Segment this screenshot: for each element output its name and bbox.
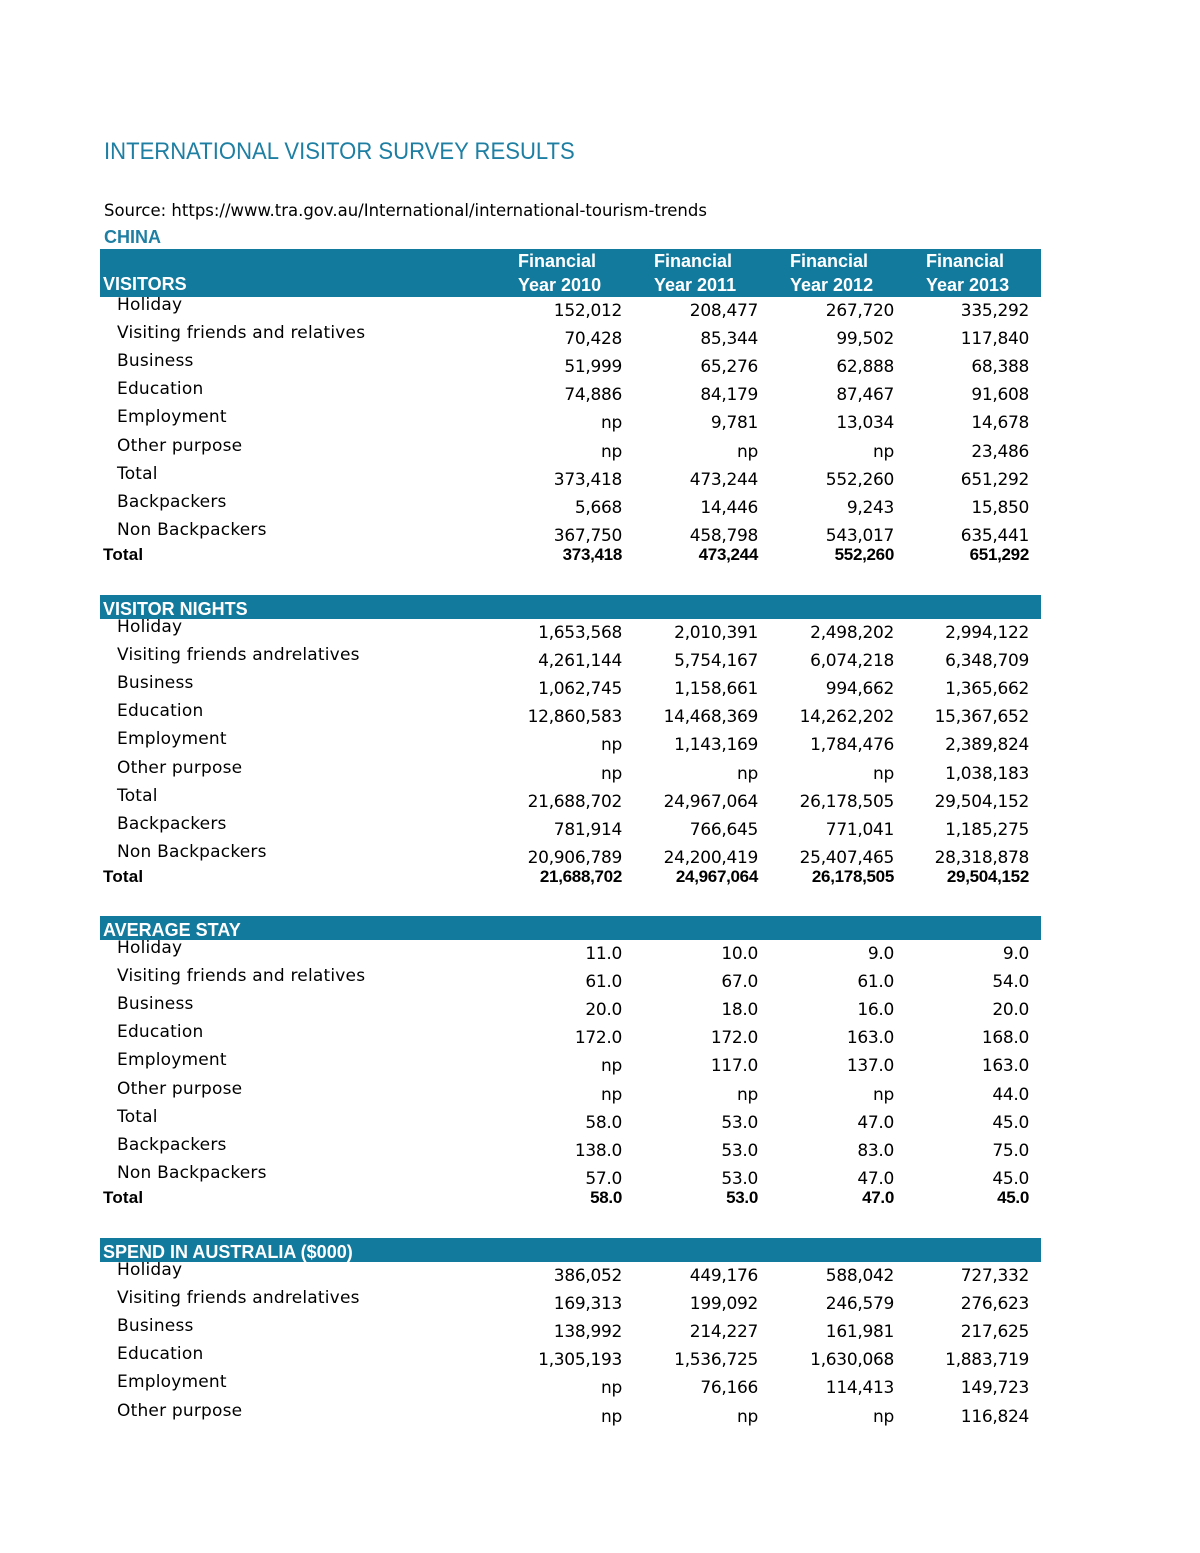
value-cell: 9,781 <box>710 413 758 434</box>
column-header-line2: Year 2010 <box>518 275 602 295</box>
table-row <box>100 295 1041 323</box>
value-cell: 386,052 <box>553 1266 622 1286</box>
value-cell: 6,074,218 <box>810 651 894 672</box>
value-cell: 163.0 <box>981 1056 1029 1077</box>
row-label: Non Backpackers <box>117 841 267 862</box>
section-header <box>100 916 1041 940</box>
total-row <box>100 865 1041 893</box>
value-cell: 367,750 <box>553 525 622 546</box>
value-cell: 84,179 <box>700 385 758 406</box>
total-value-cell: 373,418 <box>562 544 622 564</box>
column-header <box>926 249 1036 297</box>
value-cell: 588,042 <box>825 1266 894 1286</box>
value-cell: 766,645 <box>689 819 758 840</box>
value-cell: np <box>873 763 894 784</box>
source-line: Source: https://www.tra.gov.au/International/international-tourism-trends <box>104 201 707 221</box>
value-cell: 21,688,702 <box>527 791 622 812</box>
column-header-line1: Financial <box>790 251 869 271</box>
value-cell: 149,723 <box>960 1378 1029 1399</box>
value-cell: 75.0 <box>992 1140 1029 1161</box>
value-cell: 138.0 <box>574 1140 622 1161</box>
value-cell: 5,754,167 <box>674 651 758 672</box>
value-cell: 2,498,202 <box>810 623 894 643</box>
value-cell: 217,625 <box>960 1322 1029 1343</box>
table-row <box>100 436 1041 464</box>
value-cell: 208,477 <box>689 301 758 321</box>
table-row <box>100 379 1041 407</box>
value-cell: 172.0 <box>710 1028 758 1049</box>
value-cell: 1,536,725 <box>674 1350 758 1371</box>
row-label: Holiday <box>117 1260 183 1280</box>
total-label: Total <box>103 1187 144 1207</box>
table-row <box>100 1079 1041 1107</box>
value-cell: 51,999 <box>564 357 622 378</box>
row-label: Business <box>117 1316 194 1337</box>
value-cell: 11.0 <box>585 944 622 964</box>
value-cell: 1,365,662 <box>945 679 1029 700</box>
value-cell: 114,413 <box>825 1378 894 1399</box>
value-cell: 335,292 <box>960 301 1029 321</box>
total-value-cell: 58.0 <box>590 1187 622 1207</box>
value-cell: 14,468,369 <box>663 707 758 728</box>
section-heading: SPEND IN AUSTRALIA ($000) <box>103 1242 353 1262</box>
column-header-line2: Year 2013 <box>926 275 1010 295</box>
value-cell: 23,486 <box>971 441 1029 462</box>
value-cell: 1,784,476 <box>810 735 894 756</box>
total-label: Total <box>103 544 144 564</box>
total-value-cell: 21,688,702 <box>539 866 622 886</box>
total-value-cell: 45.0 <box>997 1187 1029 1207</box>
column-header-line1: Financial <box>518 251 597 271</box>
table-row <box>100 1288 1041 1316</box>
value-cell: np <box>601 1406 622 1427</box>
table-row <box>100 351 1041 379</box>
row-label: Employment <box>117 407 227 428</box>
value-cell: 25,407,465 <box>799 847 894 868</box>
row-label: Other purpose <box>117 1400 243 1421</box>
value-cell: 1,143,169 <box>674 735 758 756</box>
row-label: Visiting friends and relatives <box>117 323 366 344</box>
value-cell: 1,062,745 <box>538 679 622 700</box>
total-value-cell: 47.0 <box>862 1187 894 1207</box>
value-cell: 20,906,789 <box>527 847 622 868</box>
value-cell: 24,200,419 <box>663 847 758 868</box>
total-value-cell: 29,504,152 <box>946 866 1029 886</box>
value-cell: 45.0 <box>992 1112 1029 1133</box>
row-label: Backpackers <box>117 1134 227 1155</box>
table-row <box>100 938 1041 966</box>
column-header-line2: Year 2011 <box>654 275 737 295</box>
value-cell: 449,176 <box>689 1266 758 1286</box>
value-cell: 53.0 <box>721 1140 758 1161</box>
value-cell: np <box>737 1406 758 1427</box>
table-row <box>100 1135 1041 1163</box>
total-value-cell: 24,967,064 <box>675 866 758 886</box>
value-cell: 57.0 <box>585 1168 622 1189</box>
value-cell: 994,662 <box>825 679 894 700</box>
value-cell: 2,994,122 <box>945 623 1029 643</box>
value-cell: 15,367,652 <box>934 707 1029 728</box>
section-heading: VISITORS <box>103 274 187 294</box>
value-cell: 1,038,183 <box>945 763 1029 784</box>
value-cell: np <box>601 735 622 756</box>
row-label: Total <box>117 785 158 806</box>
total-label: Total <box>103 866 144 886</box>
value-cell: 28,318,878 <box>934 847 1029 868</box>
row-label: Holiday <box>117 295 183 315</box>
row-label: Education <box>117 701 204 722</box>
table-row <box>100 1372 1041 1400</box>
value-cell: 87,467 <box>836 385 894 406</box>
row-label: Other purpose <box>117 757 243 778</box>
value-cell: 373,418 <box>553 469 622 490</box>
value-cell: 4,261,144 <box>538 651 622 672</box>
table-row <box>100 701 1041 729</box>
column-header <box>518 249 628 297</box>
value-cell: 45.0 <box>992 1168 1029 1189</box>
table-row <box>100 1401 1041 1429</box>
value-cell: 20.0 <box>585 1000 622 1021</box>
value-cell: 169,313 <box>553 1294 622 1315</box>
value-cell: 267,720 <box>825 301 894 321</box>
row-label: Education <box>117 1022 204 1043</box>
value-cell: 47.0 <box>857 1112 894 1133</box>
row-label: Employment <box>117 1372 227 1393</box>
table-row <box>100 323 1041 351</box>
value-cell: np <box>873 1406 894 1427</box>
value-cell: 58.0 <box>585 1112 622 1133</box>
section-header <box>100 249 1041 297</box>
value-cell: 24,967,064 <box>663 791 758 812</box>
value-cell: 172.0 <box>574 1028 622 1049</box>
value-cell: 138,992 <box>553 1322 622 1343</box>
value-cell: np <box>737 763 758 784</box>
section-header <box>100 595 1041 619</box>
column-header-line1: Financial <box>654 251 733 271</box>
section-heading: AVERAGE STAY <box>103 920 241 940</box>
table-row <box>100 1022 1041 1050</box>
row-label: Other purpose <box>117 1078 243 1099</box>
value-cell: 14,262,202 <box>799 707 894 728</box>
table-row <box>100 1316 1041 1344</box>
total-value-cell: 473,244 <box>698 544 758 564</box>
value-cell: 83.0 <box>857 1140 894 1161</box>
table-row <box>100 617 1041 645</box>
row-label: Business <box>117 351 194 372</box>
value-cell: 67.0 <box>721 972 758 993</box>
column-header <box>790 249 900 297</box>
row-label: Holiday <box>117 617 183 637</box>
value-cell: 68,388 <box>971 357 1029 378</box>
value-cell: 18.0 <box>721 1000 758 1021</box>
value-cell: 1,630,068 <box>810 1350 894 1371</box>
column-header <box>654 249 764 297</box>
value-cell: 9.0 <box>1002 944 1029 964</box>
row-label: Employment <box>117 729 227 750</box>
value-cell: 15,850 <box>971 497 1029 518</box>
row-label: Education <box>117 379 204 400</box>
value-cell: np <box>873 1084 894 1105</box>
country-label: CHINA <box>104 227 161 247</box>
table-row <box>100 464 1041 492</box>
value-cell: 70,428 <box>564 329 622 350</box>
value-cell: 543,017 <box>825 525 894 546</box>
value-cell: 117.0 <box>710 1056 758 1077</box>
value-cell: np <box>601 441 622 462</box>
total-row <box>100 1186 1041 1214</box>
value-cell: 199,092 <box>689 1294 758 1315</box>
row-label: Business <box>117 994 194 1015</box>
value-cell: 65,276 <box>700 357 758 378</box>
value-cell: 44.0 <box>992 1084 1029 1105</box>
row-label: Holiday <box>117 938 183 958</box>
row-label: Business <box>117 673 194 694</box>
value-cell: np <box>601 413 622 434</box>
row-label: Employment <box>117 1050 227 1071</box>
value-cell: 29,504,152 <box>934 791 1029 812</box>
value-cell: 635,441 <box>960 525 1029 546</box>
table-row <box>100 786 1041 814</box>
total-value-cell: 26,178,505 <box>811 866 894 886</box>
row-label: Visiting friends and relatives <box>117 966 366 987</box>
value-cell: 1,883,719 <box>945 1350 1029 1371</box>
total-value-cell: 552,260 <box>834 544 894 564</box>
value-cell: 161,981 <box>825 1322 894 1343</box>
section-header <box>100 1238 1041 1262</box>
value-cell: 214,227 <box>689 1322 758 1343</box>
table-row <box>100 729 1041 757</box>
value-cell: 246,579 <box>825 1294 894 1315</box>
total-value-cell: 53.0 <box>726 1187 758 1207</box>
section-heading: VISITOR NIGHTS <box>103 599 248 619</box>
value-cell: 9.0 <box>867 944 894 964</box>
value-cell: 163.0 <box>846 1028 894 1049</box>
value-cell: 1,305,193 <box>538 1350 622 1371</box>
row-label: Education <box>117 1344 204 1365</box>
table-row <box>100 966 1041 994</box>
value-cell: 116,824 <box>960 1406 1029 1427</box>
table-row <box>100 1260 1041 1288</box>
total-row <box>100 543 1041 571</box>
value-cell: 1,158,661 <box>674 679 758 700</box>
value-cell: 26,178,505 <box>799 791 894 812</box>
value-cell: 276,623 <box>960 1294 1029 1315</box>
value-cell: 9,243 <box>846 497 894 518</box>
value-cell: 14,446 <box>700 497 758 518</box>
value-cell: 552,260 <box>825 469 894 490</box>
value-cell: 10.0 <box>721 944 758 964</box>
value-cell: 651,292 <box>960 469 1029 490</box>
column-header-line1: Financial <box>926 251 1005 271</box>
table-row <box>100 1344 1041 1372</box>
value-cell: 61.0 <box>857 972 894 993</box>
value-cell: np <box>601 763 622 784</box>
value-cell: 76,166 <box>700 1378 758 1399</box>
table-row <box>100 645 1041 673</box>
value-cell: 2,389,824 <box>945 735 1029 756</box>
row-label: Visiting friends andrelatives <box>117 1288 360 1309</box>
table-row <box>100 492 1041 520</box>
value-cell: 53.0 <box>721 1168 758 1189</box>
value-cell: np <box>601 1378 622 1399</box>
row-label: Non Backpackers <box>117 519 267 540</box>
value-cell: 5,668 <box>574 497 622 518</box>
table-row <box>100 1050 1041 1078</box>
value-cell: 74,886 <box>564 385 622 406</box>
value-cell: 458,798 <box>689 525 758 546</box>
value-cell: 781,914 <box>553 819 622 840</box>
value-cell: np <box>737 441 758 462</box>
value-cell: 91,608 <box>971 385 1029 406</box>
value-cell: np <box>601 1056 622 1077</box>
value-cell: 1,185,275 <box>945 819 1029 840</box>
table-row <box>100 994 1041 1022</box>
value-cell: 117,840 <box>960 329 1029 350</box>
value-cell: 137.0 <box>846 1056 894 1077</box>
value-cell: 727,332 <box>960 1266 1029 1286</box>
row-label: Total <box>117 463 158 484</box>
value-cell: np <box>873 441 894 462</box>
row-label: Total <box>117 1106 158 1127</box>
value-cell: 53.0 <box>721 1112 758 1133</box>
table-row <box>100 814 1041 842</box>
value-cell: 771,041 <box>825 819 894 840</box>
row-label: Other purpose <box>117 435 243 456</box>
value-cell: 6,348,709 <box>945 651 1029 672</box>
value-cell: 2,010,391 <box>674 623 758 643</box>
value-cell: 99,502 <box>836 329 894 350</box>
value-cell: 473,244 <box>689 469 758 490</box>
value-cell: 20.0 <box>992 1000 1029 1021</box>
value-cell: np <box>737 1084 758 1105</box>
value-cell: 47.0 <box>857 1168 894 1189</box>
value-cell: 168.0 <box>981 1028 1029 1049</box>
value-cell: 54.0 <box>992 972 1029 993</box>
value-cell: 85,344 <box>700 329 758 350</box>
table-row <box>100 407 1041 435</box>
value-cell: 14,678 <box>971 413 1029 434</box>
value-cell: np <box>601 1084 622 1105</box>
row-label: Non Backpackers <box>117 1162 267 1183</box>
table-row <box>100 758 1041 786</box>
value-cell: 16.0 <box>857 1000 894 1021</box>
table-row <box>100 1107 1041 1135</box>
table-row <box>100 673 1041 701</box>
column-header-line2: Year 2012 <box>790 275 874 295</box>
value-cell: 13,034 <box>836 413 894 434</box>
row-label: Backpackers <box>117 813 227 834</box>
value-cell: 1,653,568 <box>538 623 622 643</box>
row-label: Visiting friends andrelatives <box>117 645 360 666</box>
value-cell: 61.0 <box>585 972 622 993</box>
row-label: Backpackers <box>117 491 227 512</box>
value-cell: 62,888 <box>836 357 894 378</box>
value-cell: 152,012 <box>553 301 622 321</box>
total-value-cell: 651,292 <box>969 544 1029 564</box>
page-title: INTERNATIONAL VISITOR SURVEY RESULTS <box>104 138 575 165</box>
value-cell: 12,860,583 <box>527 707 622 728</box>
